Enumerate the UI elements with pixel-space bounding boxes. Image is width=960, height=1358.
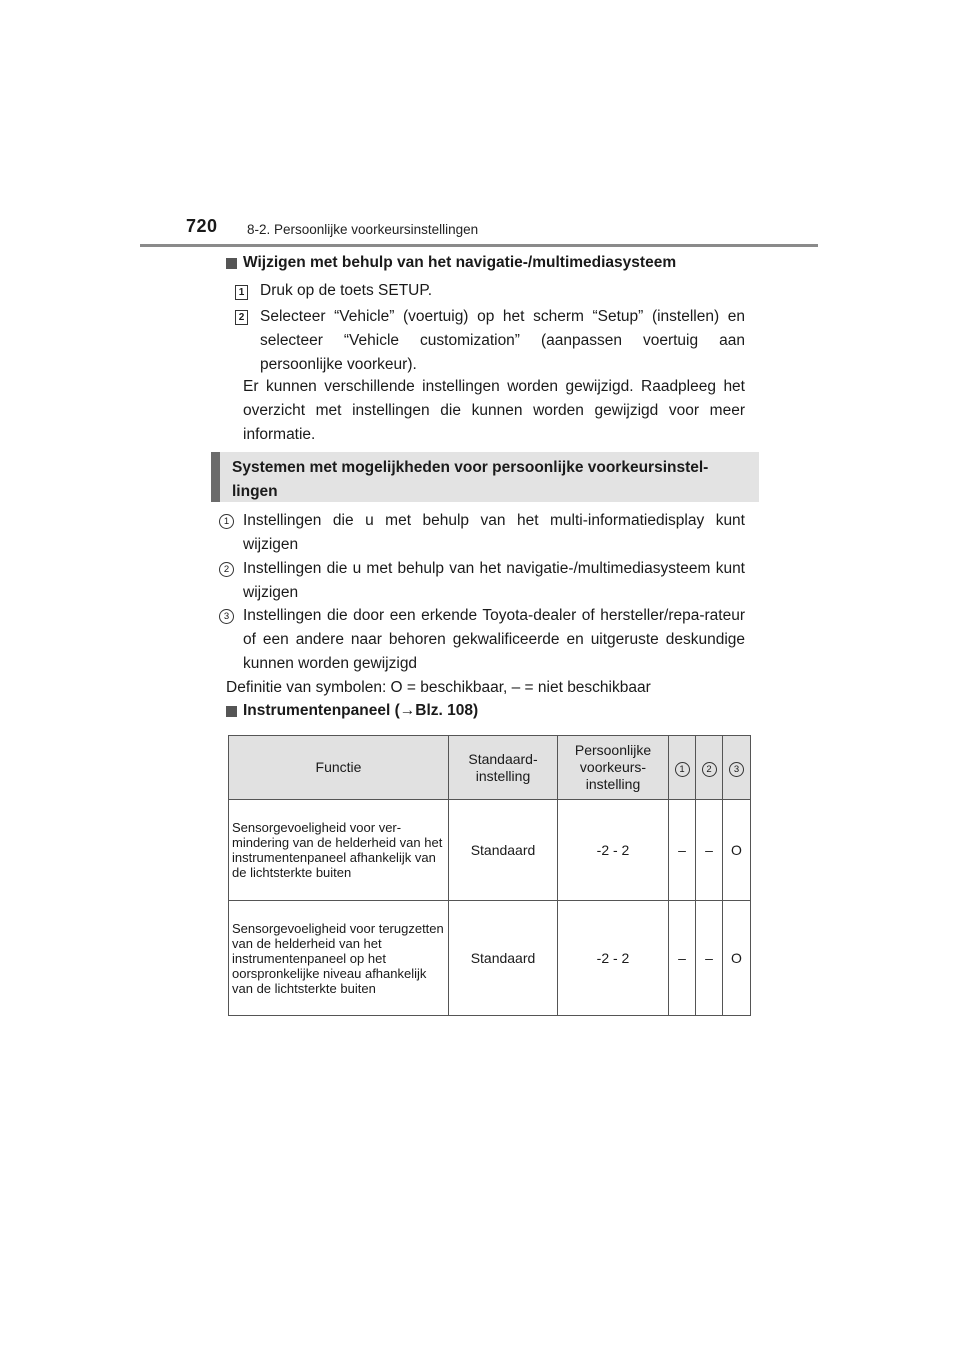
row-2-default: Standaard (449, 901, 558, 1016)
instrument-panel-heading (226, 702, 478, 720)
row-2-col-1: – (669, 901, 696, 1016)
section-banner (211, 452, 759, 502)
info-paragraph: Er kunnen verschillende instellingen worden gewijzigd. Raadpleeg het overzicht met instellingen die kunnen worden gewijzigd voor meer informatie. (243, 378, 745, 443)
header-divider (140, 244, 818, 247)
section-title: 8-2. Persoonlijke voorkeursinstellingen (247, 222, 479, 237)
header-col-3 (723, 736, 751, 800)
circle-3-icon: 3 (729, 762, 744, 777)
row-2-col-3: O (723, 901, 751, 1016)
row-1-col-1: – (669, 800, 696, 901)
header-function: Functie (229, 736, 449, 800)
method-3-text: Instellingen die door een erkende Toyota-dealer of hersteller/repa-rateur of een andere naar behoren gekwalificeerde en uitgeruste deskundige kunnen worden gewijzigd (243, 607, 745, 672)
symbol-definition: Definitie van symbolen: O = beschikbaar, – = niet beschikbaar (226, 679, 651, 696)
instrument-panel-heading-text: Instrumentenpaneel (→Blz. 108) (243, 702, 479, 719)
square-bullet-icon (226, 258, 237, 269)
circle-1-icon: 1 (675, 762, 690, 777)
table-row (229, 901, 751, 1016)
nav-system-heading (226, 254, 676, 272)
header-default: Standaard-instelling (449, 736, 558, 800)
header-col-1 (669, 736, 696, 800)
row-2-function: Sensorgevoeligheid voor terugzetten van de helderheid van het instrumentenpaneel op het oorspronkelijke niveau afhankelijk van de lichtsterkte buiten (229, 901, 449, 1016)
header-col-2 (696, 736, 723, 800)
step-2-text: Selecteer “Vehicle” (voertuig) op het scherm “Setup” (instellen) en selecteer “Vehicle customization” (aanpassen voertuig aan persoonlijke voorkeur). (260, 308, 745, 373)
method-2-text: Instellingen die u met behulp van het navigatie-/multimediasysteem kunt wijzigen (243, 560, 745, 601)
settings-table (228, 735, 751, 1016)
row-1-custom: -2 - 2 (558, 800, 669, 901)
row-2-custom: -2 - 2 (558, 901, 669, 1016)
table-header-row (229, 736, 751, 800)
method-marker-2: 2 (219, 562, 234, 577)
row-1-col-3: O (723, 800, 751, 901)
header-custom: Persoonlijke voorkeurs-instelling (558, 736, 669, 800)
method-marker-1: 1 (219, 514, 234, 529)
method-1-text: Instellingen die u met behulp van het multi-informatiedisplay kunt wijzigen (243, 512, 745, 553)
step-marker-1: 1 (235, 285, 248, 300)
row-2-col-2: – (696, 901, 723, 1016)
page-number: 720 (186, 216, 218, 236)
square-bullet-icon (226, 706, 237, 717)
table-row (229, 800, 751, 901)
section-banner-title: Systemen met mogelijkheden voor persoonlijke voorkeursinstel-lingen (232, 459, 709, 500)
step-marker-2: 2 (235, 310, 248, 325)
row-1-default: Standaard (449, 800, 558, 901)
step-1-text: Druk op de toets SETUP. (260, 282, 433, 299)
circle-2-icon: 2 (702, 762, 717, 777)
row-1-function: Sensorgevoeligheid voor ver-mindering van de helderheid van het instrumentenpaneel afhankelijk van de lichtsterkte buiten (229, 800, 449, 901)
method-marker-3: 3 (219, 609, 234, 624)
nav-system-heading-text: Wijzigen met behulp van het navigatie-/multimediasysteem (243, 254, 677, 271)
row-1-col-2: – (696, 800, 723, 901)
